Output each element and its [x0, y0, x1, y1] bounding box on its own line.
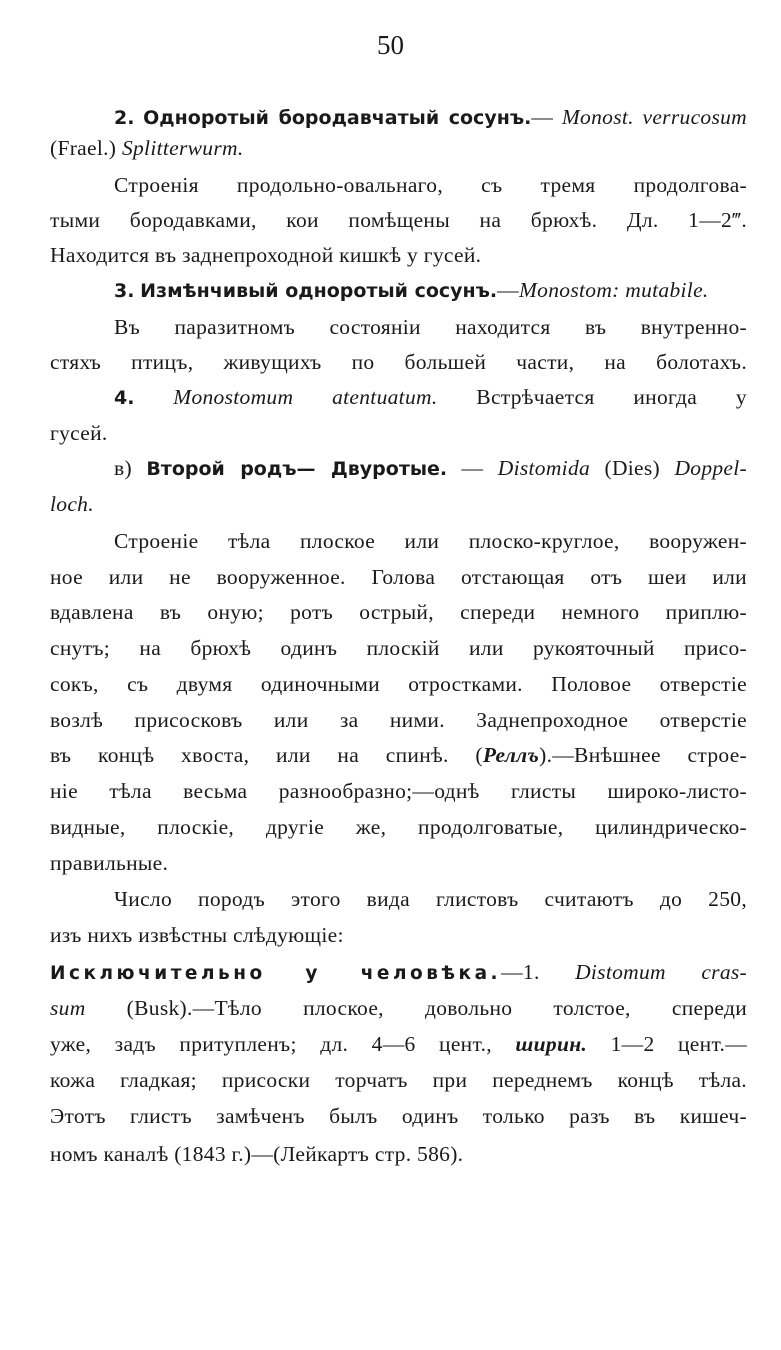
- german-name: Doppel-: [674, 456, 747, 480]
- abbreviation: ширин.: [515, 1032, 588, 1056]
- text-line: [114, 275, 747, 306]
- author-name: Реллъ: [482, 743, 540, 767]
- line-text: 1—2 цент.—: [587, 1032, 747, 1056]
- line-text: (Busk).—Тѣло плоское, довольно толстое, спереди: [85, 996, 747, 1020]
- item-number: 3.: [114, 280, 135, 302]
- text-line: ное или не вооруженное. Голова отстающая отъ шеи или: [50, 565, 747, 589]
- text-line: изъ нихъ извѣстны слѣдующіе:: [50, 923, 344, 947]
- text-line: Въ паразитномъ состояніи находится въ внутренно-: [114, 315, 747, 339]
- line-text: ).—Внѣшнее строе-: [539, 743, 748, 767]
- text-line: [114, 102, 747, 133]
- text-line: [50, 957, 747, 989]
- text-line: [114, 382, 747, 413]
- german-name: Splitterwurm.: [121, 136, 244, 160]
- latin-name: Distomum cras-: [575, 960, 748, 984]
- text-line: Находится въ заднепроходной кишкѣ у гусей.: [50, 243, 482, 267]
- line-text: —1.: [501, 960, 576, 984]
- latin-name: sum: [50, 996, 86, 1020]
- text-line: возлѣ присосковъ или за ними. Заднепроходное отверстіе: [50, 708, 747, 732]
- latin-name: Monostomum atentuatum.: [173, 385, 438, 409]
- text-line: тыми бородавками, кои помѣщены на брюхѣ. Дл. 1—2‴.: [50, 208, 747, 232]
- text-line: [50, 1029, 747, 1059]
- text-line: [50, 489, 747, 519]
- text-line: Строеніе тѣла плоское или плоско-круглое, вооружен-: [114, 529, 747, 553]
- text-line: снутъ; на брюхѣ одинъ плоскій или рукояточный присо-: [50, 636, 747, 660]
- text-line: вдавлена въ оную; ротъ острый, спереди немного приплю-: [50, 600, 747, 624]
- line-text: уже, задъ притупленъ; дл. 4—6 цент.,: [50, 1032, 516, 1056]
- species-heading: Измѣнчивый одноротый сосунъ.: [140, 280, 498, 302]
- page-number: 50: [377, 30, 404, 60]
- latin-name: Monostom: mutabile.: [518, 278, 709, 302]
- text-line: [50, 993, 747, 1023]
- item-number: 2.: [114, 107, 135, 129]
- text-line: кожа гладкая; присоски торчатъ при переднемъ концѣ тѣла.: [50, 1068, 747, 1092]
- dash: —: [531, 105, 554, 129]
- text-line: стяхъ птицъ, живущихъ по большей части, на болотахъ.: [50, 350, 747, 374]
- text-line: Этотъ глистъ замѣченъ былъ одинъ только разъ въ кишеч-: [50, 1104, 747, 1128]
- genus-heading: Второй родъ— Двуротые.: [146, 458, 448, 480]
- german-name: loch.: [50, 492, 94, 516]
- spaced-heading: Исключительно у человѣка.: [50, 963, 502, 984]
- text-line: видные, плоскіе, другіе же, продолговатые, цилиндрическо-: [50, 815, 747, 839]
- section-label: в): [114, 456, 147, 480]
- latin-name: Distomida: [497, 456, 591, 480]
- item-number: 4.: [114, 387, 135, 409]
- line-text: въ концѣ хвоста, или на спинѣ. (: [50, 743, 483, 767]
- line-text: Встрѣчается иногда у: [437, 385, 747, 409]
- text-line: правильные.: [50, 851, 169, 875]
- text-line: ніе тѣла весьма разнообразно;—однѣ глисты широко-листо-: [50, 779, 747, 803]
- dash: —: [447, 456, 498, 480]
- latin-name: Monost. verrucosum: [561, 105, 747, 129]
- text-line: гусей.: [50, 421, 108, 445]
- text-line: [114, 453, 747, 484]
- dash: —: [497, 278, 519, 302]
- text-line: сокъ, съ двумя одиночными отростками. Половое отверстіе: [50, 672, 747, 696]
- species-heading: Одноротый бородавчатый сосунъ.: [143, 107, 532, 129]
- text-line: [50, 740, 747, 770]
- text-line: Число породъ этого вида глистовъ считаютъ до 250,: [114, 887, 747, 911]
- text-line: Строенія продольно-овальнаго, съ тремя продолгова-: [114, 173, 747, 197]
- text-line: [50, 133, 747, 163]
- authority: (Dies): [590, 456, 675, 480]
- authority: (Frael.): [50, 136, 122, 160]
- text-line: номъ каналѣ (1843 г.)—(Лейкартъ стр. 586).: [50, 1142, 464, 1166]
